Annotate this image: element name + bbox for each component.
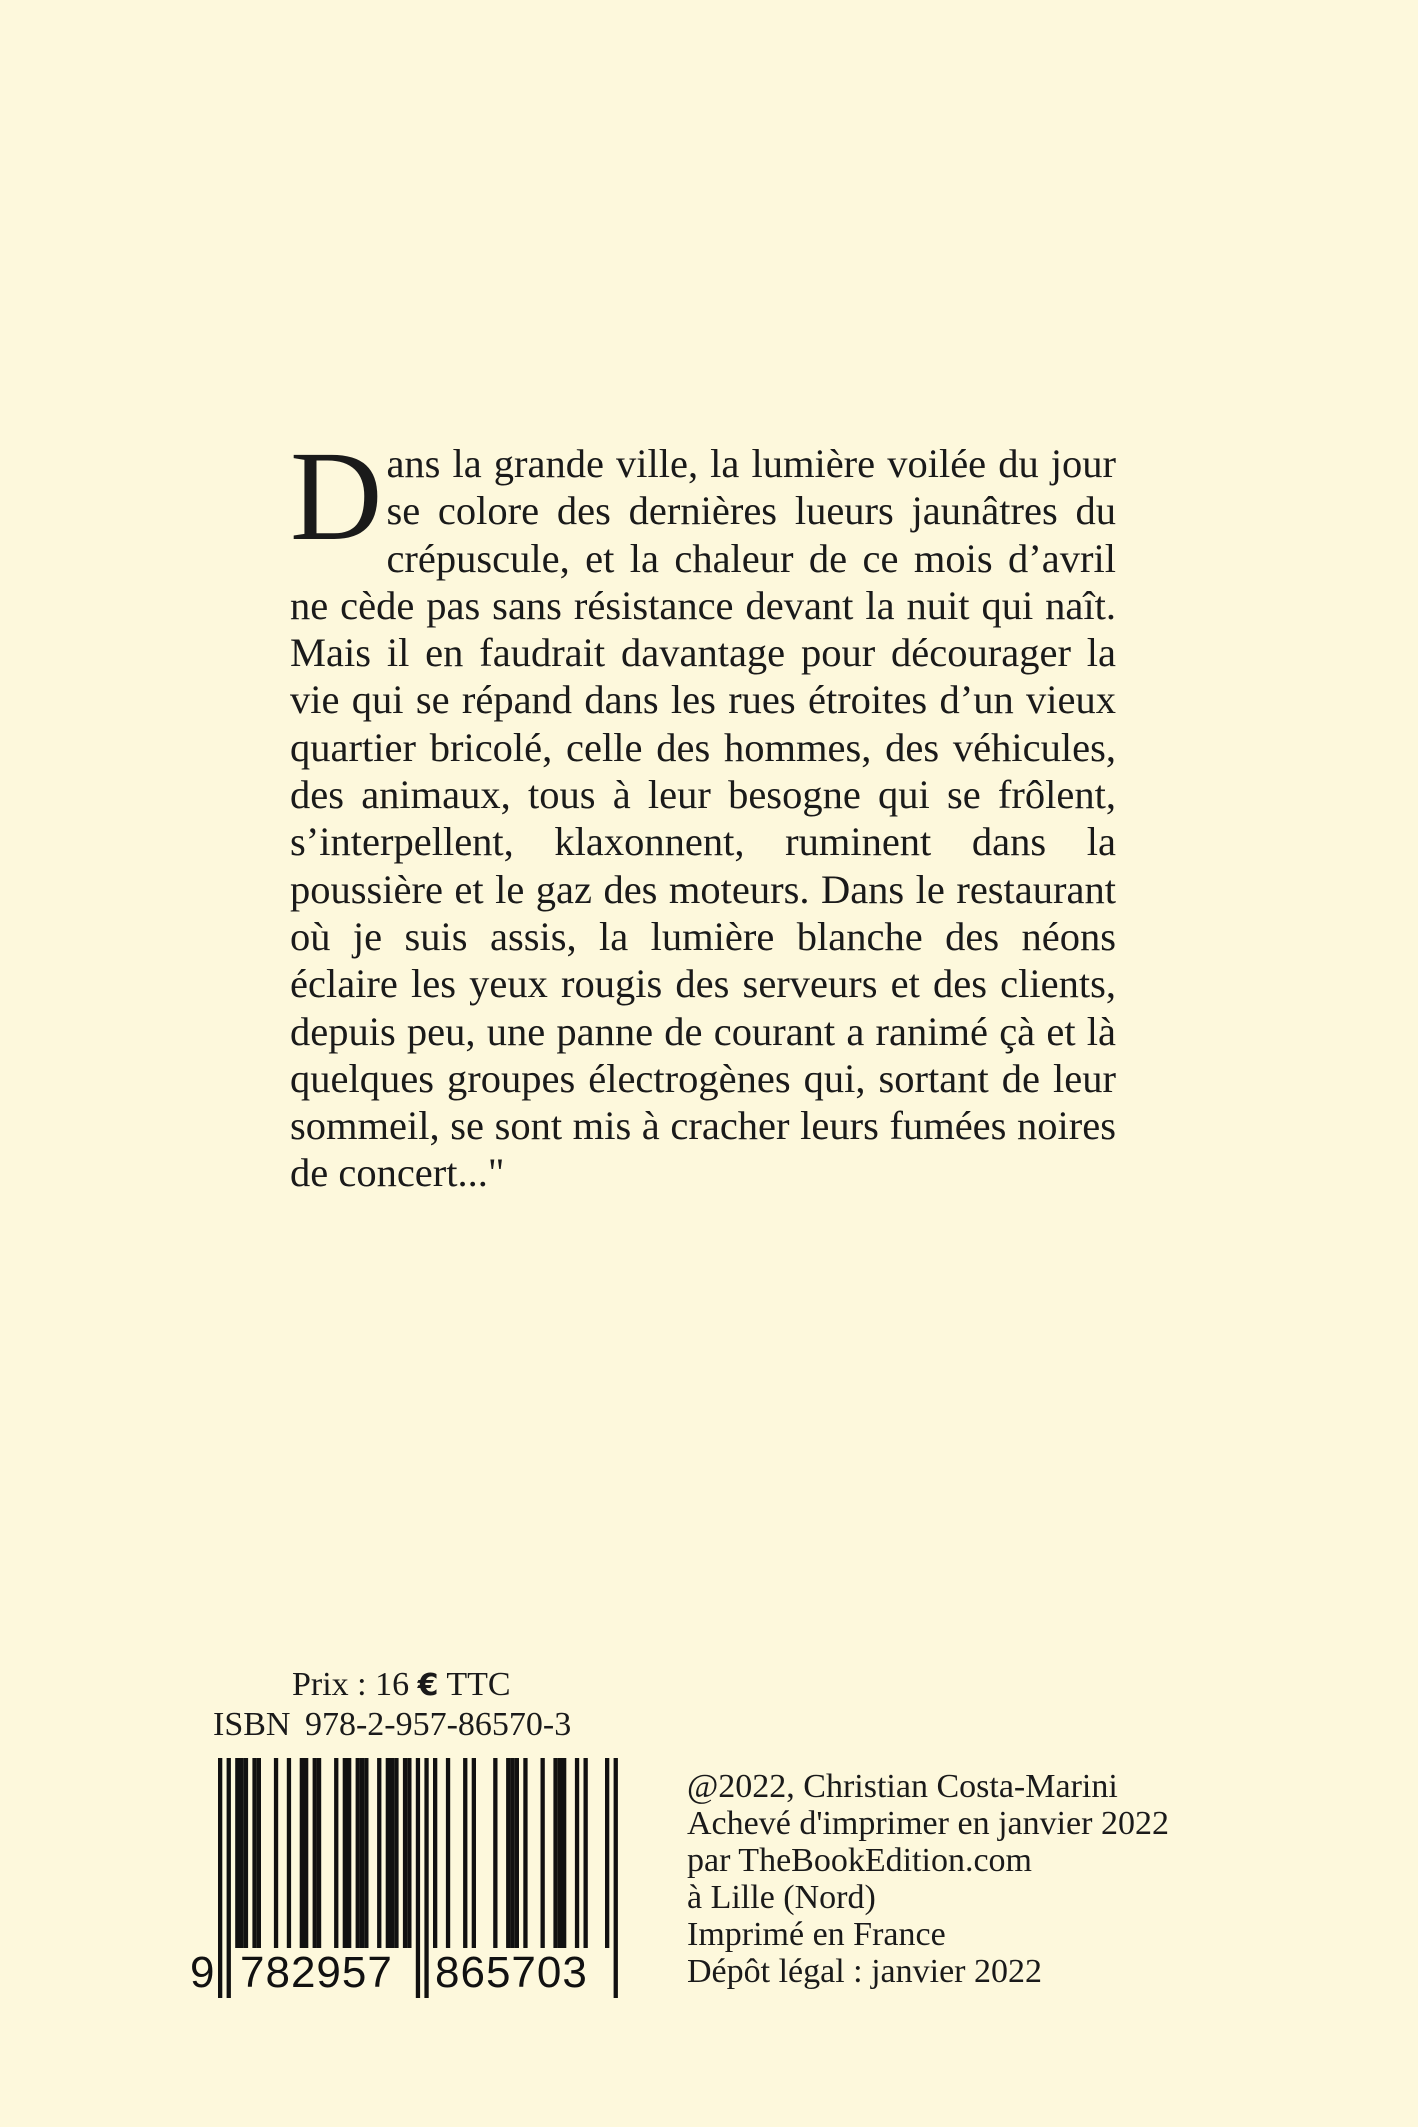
barcode-left-digits: 782957 xyxy=(240,1948,393,1997)
barcode-bar xyxy=(463,1758,467,1948)
barcode-bar xyxy=(553,1758,557,1948)
barcode-bar xyxy=(386,1758,390,1948)
barcode-bar xyxy=(510,1758,514,1948)
barcode-guard-bar xyxy=(227,1758,231,1998)
barcode-bar xyxy=(317,1758,321,1948)
euro-symbol: € xyxy=(417,1668,439,1703)
barcode-bar xyxy=(446,1758,450,1948)
price-label: Prix : 16 xyxy=(292,1666,410,1703)
barcode-bar xyxy=(244,1758,248,1948)
barcode-bar xyxy=(584,1758,588,1948)
barcode-guard-bar xyxy=(424,1758,428,1998)
barcode-bar xyxy=(356,1758,360,1948)
barcode-bar xyxy=(407,1758,411,1948)
barcode-bar xyxy=(562,1758,566,1948)
barcode-bar xyxy=(257,1758,261,1948)
barcode-bar xyxy=(605,1758,609,1948)
barcode-bar xyxy=(433,1758,437,1948)
barcode-lead-digit: 9 xyxy=(190,1948,216,1997)
printed-country-line: Imprimé en France xyxy=(687,1916,946,1953)
colophon xyxy=(687,1768,1169,1990)
barcode-bar xyxy=(506,1758,510,1948)
barcode-bar xyxy=(287,1758,291,1948)
barcode-bar xyxy=(403,1758,407,1948)
printer-line: par TheBookEdition.com xyxy=(687,1842,1032,1879)
barcode-bar xyxy=(252,1758,256,1948)
back-cover-excerpt xyxy=(290,425,1116,1197)
printed-date-line: Achevé d'imprimer en janvier 2022 xyxy=(687,1805,1169,1842)
barcode-guard-bar xyxy=(614,1758,618,1998)
barcode-bar xyxy=(300,1758,304,1948)
barcode-bar xyxy=(575,1758,579,1948)
excerpt-text: ans la grande ville, la lumière voilée du jour se colore des dernières lueurs jaunâtres du crépuscule, et la chaleur de ce mois d’avril ne cède pas sans résistance devant la nuit qui naît. Mais il en faudrait davantage pour décourager la vie qui se répand dans les rues étroites d’un vieux quartier bricolé, celle des hommes, des véhicules, des animaux, tous à leur besogne qui se frôlent, s’interpellent, klaxonnent, ruminent dans la poussière et le gaz des moteurs. Dans le restaurant où je suis assis, la lumière blanche des néons éclaire les yeux rougis des serveurs et des clients, depuis peu, une panne de courant a ranimé çà et là quelques groupes électrogènes qui, sortant de leur sommeil, se sont mis à cracher leurs fumées noires de concert..." xyxy=(290,441,1116,1196)
barcode-guard-bar xyxy=(416,1758,420,1998)
barcode-bar xyxy=(304,1758,308,1948)
isbn-number: ISBN 978-2-957-86570-3 xyxy=(213,1706,572,1743)
printer-location-line: à Lille (Nord) xyxy=(687,1879,876,1916)
barcode-bar xyxy=(274,1758,278,1948)
legal-deposit-line: Dépôt légal : janvier 2022 xyxy=(687,1953,1043,1990)
barcode-bar xyxy=(347,1758,351,1948)
barcode-bar xyxy=(240,1758,244,1948)
price-suffix: TTC xyxy=(446,1666,511,1703)
barcode-bar xyxy=(472,1758,476,1948)
barcode-bar xyxy=(235,1758,239,1948)
barcode-bar xyxy=(541,1758,545,1948)
barcode-right-digits: 865703 xyxy=(435,1948,588,1997)
barcode-bar xyxy=(364,1758,368,1948)
drop-cap: D xyxy=(290,425,383,567)
barcode-bar xyxy=(390,1758,394,1948)
copyright-line: @2022, Christian Costa-Marini xyxy=(687,1768,1118,1805)
price-line xyxy=(292,1665,511,1706)
barcode-bar xyxy=(558,1758,562,1948)
barcode-bar xyxy=(313,1758,317,1948)
barcode-bar xyxy=(360,1758,364,1948)
barcode-bar xyxy=(394,1758,398,1948)
barcode-bar xyxy=(523,1758,527,1948)
barcode-bar xyxy=(515,1758,519,1948)
barcode-bar xyxy=(377,1758,381,1948)
barcode-bar xyxy=(343,1758,347,1948)
barcode-guard-bar xyxy=(218,1758,222,1998)
barcode-bar xyxy=(334,1758,338,1948)
barcode-bar xyxy=(493,1758,497,1948)
